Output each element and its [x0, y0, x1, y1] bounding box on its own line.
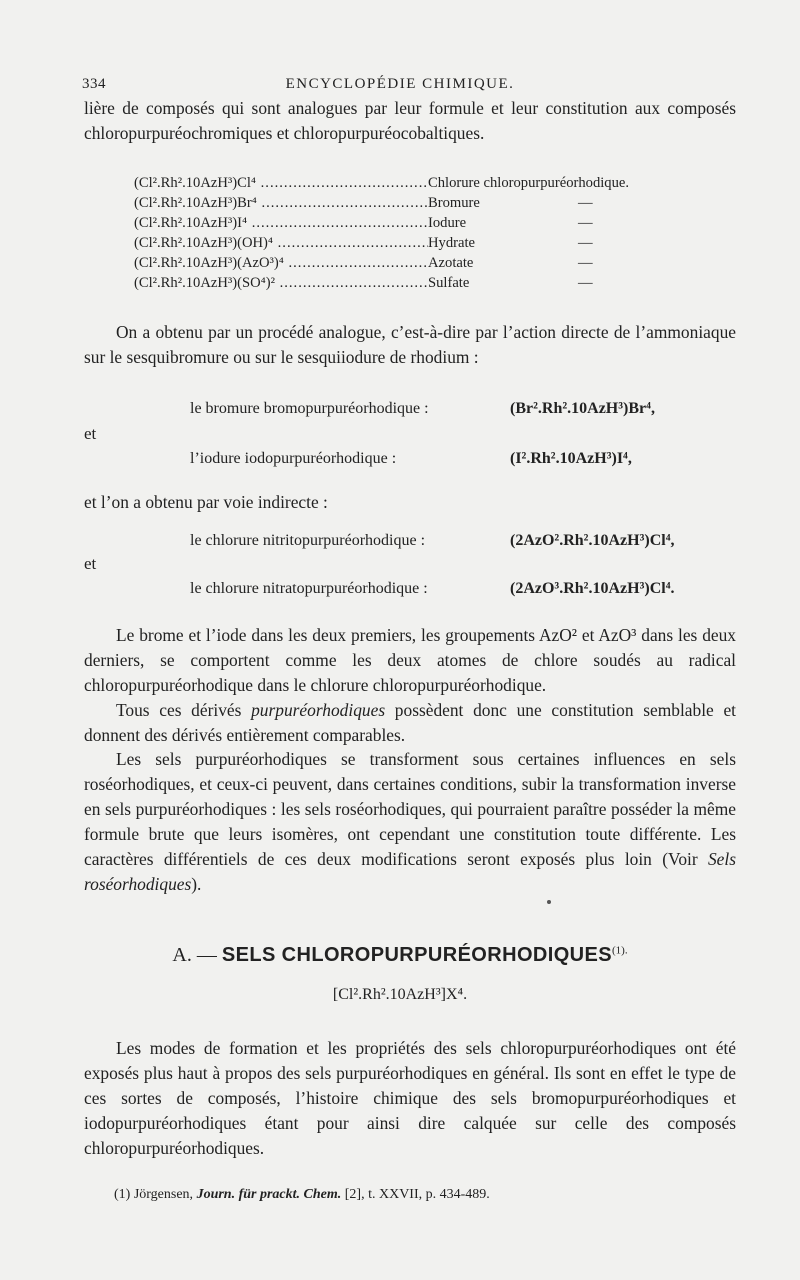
product-formula: (Br².Rh².10AzH³)Br⁴,	[510, 400, 655, 417]
product-label: le bromure bromopurpuréorhodique :	[190, 400, 429, 417]
ditto-mark: —	[578, 215, 593, 231]
connector-et: et	[84, 424, 97, 443]
product-label: l’iodure iodopurpuréorhodique :	[190, 450, 397, 467]
emphasis-sels-roseorhodiques: Sels roséorhodiques	[84, 849, 736, 894]
section-heading	[0, 944, 800, 967]
compound-name: Bromure	[428, 195, 480, 211]
product-line	[190, 530, 750, 552]
table-row	[134, 233, 704, 253]
footnote-author: Jörgensen,	[133, 1187, 194, 1202]
product-line	[190, 578, 750, 600]
compound-name: Sulfate	[428, 275, 470, 291]
table-row	[134, 193, 704, 213]
emphasis-purpureorhodiques: purpuréorhodiques	[251, 700, 386, 720]
compound-name: Hydrate	[428, 235, 476, 251]
paragraph-formation-modes: Les modes de formation et les propriétés des sels chloropurpuréorhodiques ont été exposés plus haut à propos des sels purpuréorhodiques en général. Ils sont en effet le type de ces sortes de composés, l’histoire chimique des sels bromopurpuréorhodiques et iodopurpuréorhodiques étant pour ainsi dire calquée sur celle des composés chloropurpuréorhodiques.	[84, 1038, 736, 1158]
connector-et: et	[84, 554, 97, 573]
product-line	[190, 398, 750, 420]
footnote	[114, 1187, 490, 1203]
compound-formula: (Cl².Rh².10AzH³)(AzO³)⁴ .....	[134, 253, 428, 273]
ditto-mark	[578, 173, 704, 193]
product-label: le chlorure nitritopurpuréorhodique :	[190, 532, 426, 549]
compound-formula: (Cl².Rh².10AzH³)I⁴ .....	[134, 213, 428, 233]
compound-name: Chlorure chloropurpuréorhodique.	[428, 175, 630, 191]
intro-paragraph: lière de composés qui sont analogues par leur formule et leur constitution aux composés chloropurpuréochromiques et chloropurpuréocobaltiques.	[84, 98, 736, 143]
paragraph-transformation: Les sels purpuréorhodiques se transforment sous certaines influences en sels roséorhodiques, et ceux-ci peuvent, dans certaines conditions, subir la transformation inverse en sels purpuréorhodiques : les sels roséorhodiques, qui pourraient paraître posséder la même formule brute que leurs isomères, ont cependant une constitution toute différente. Les caractères différentiels de ces deux modifications seront exposés plus loin (Voir Sels roséorhodiques).	[84, 749, 736, 894]
page-number: 334	[82, 76, 106, 92]
footnote-reference-detail: [2], t. XXVII, p. 434-489.	[344, 1187, 490, 1202]
compound-formula: (Cl².Rh².10AzH³)Cl⁴ .....	[134, 173, 428, 193]
table-row	[134, 253, 704, 273]
running-header	[82, 76, 718, 98]
section-formula: [Cl².Rh².10AzH³]X⁴.	[332, 986, 468, 1003]
footnote-reference: (1).	[612, 944, 628, 957]
compound-formula: (Cl².Rh².10AzH³)(SO⁴)² .....	[134, 273, 428, 293]
running-title: ENCYCLOPÉDIE CHIMIQUE.	[285, 76, 515, 92]
footnote-marker: (1)	[114, 1187, 131, 1202]
paragraph-direct-method: On a obtenu par un procédé analogue, c’est-à-dire par l’action directe de l’ammoniaque sur le sesquibromure ou sur le sesquiiodure de rhodium :	[84, 322, 736, 367]
ditto-mark: —	[578, 195, 593, 211]
ink-speck	[547, 900, 551, 904]
ditto-mark: —	[578, 275, 593, 291]
paragraph-halogen-behaviour: Le brome et l’iode dans les deux premiers, les groupements AzO² et AzO³ dans les deux derniers, se comportent comme les deux atomes de chlore soudés au radical chloropurpuréorhodique dans le chlorure chloropurpuréorhodique.	[84, 625, 736, 695]
product-label: le chlorure nitratopurpuréorhodique :	[190, 580, 428, 597]
section-letter: A. —	[172, 944, 217, 966]
paragraph-constitution: Tous ces dérivés purpuréorhodiques possèdent donc une constitution semblable et donnent des dérivés entièrement comparables.	[84, 700, 736, 745]
compound-name: Iodure	[428, 215, 467, 231]
table-row	[134, 273, 704, 293]
compound-formula: (Cl².Rh².10AzH³)(OH)⁴ .....	[134, 233, 428, 253]
compounds-table	[134, 173, 704, 293]
product-line	[190, 448, 750, 470]
product-formula: (I².Rh².10AzH³)I⁴,	[510, 450, 632, 467]
paragraph-indirect-method: et l’on a obtenu par voie indirecte :	[84, 492, 328, 512]
compound-formula: (Cl².Rh².10AzH³)Br⁴ .....	[134, 193, 428, 213]
compound-name: Azotate	[428, 255, 474, 271]
section-title: SELS CHLOROPURPURÉORHODIQUES	[221, 944, 612, 966]
table-row	[134, 213, 704, 233]
product-formula: (2AzO².Rh².10AzH³)Cl⁴,	[510, 532, 675, 549]
ditto-mark: —	[578, 235, 593, 251]
table-row	[134, 173, 704, 193]
footnote-journal: Journ. für prackt. Chem.	[196, 1187, 342, 1202]
product-formula: (2AzO³.Rh².10AzH³)Cl⁴.	[510, 580, 675, 597]
ditto-mark: —	[578, 255, 593, 271]
